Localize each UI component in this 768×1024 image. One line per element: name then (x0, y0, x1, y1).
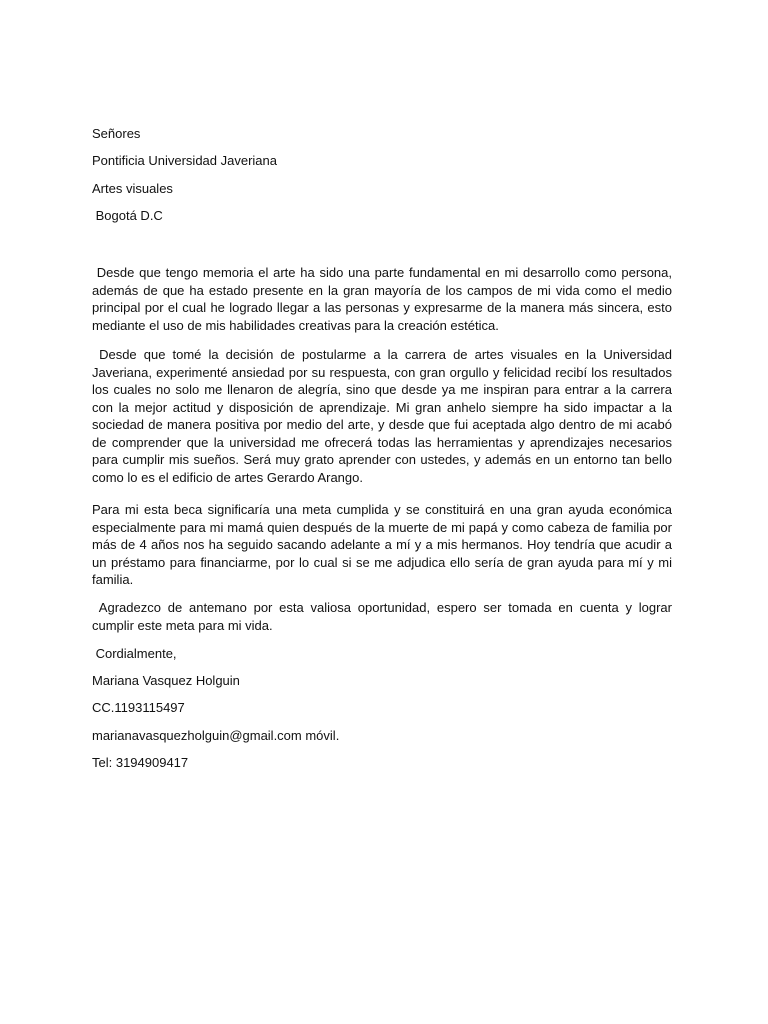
signer-name: Mariana Vasquez Holguin (92, 673, 240, 688)
phone: Tel: 3194909417 (92, 755, 189, 770)
paragraph-4: Agradezco de antemano por esta valiosa oportunidad, espero ser tomada en cuenta y lograr cumplir este meta para mi vida. (92, 600, 676, 633)
city: Bogotá D.C (92, 208, 163, 223)
paragraph-2: Desde que tomé la decisión de postularme a la carrera de artes visuales en la Universidad Javeriana, experimenté ansiedad por su respuesta, con gran orgullo y felicidad recibí los resultados los cuales no solo me llenaron de alegría, sino que desde ya me inspiran para entrar a la carrera con la mejor actitud y disposición de aprendizaje. Mi gran anhelo siempre ha sido impactar a la sociedad de manera positiva por medio del arte, y desde que fui aceptada algo dentro de mi acabó de comprender que la universidad me ofrecerá todas las herramientas y aprendizajes necesarios para cumplir mis sueños. Será muy grato aprender con ustedes, y además en un entorno tan bello como lo es el edificio de artes Gerardo Arango. (92, 347, 676, 485)
salutation: Señores (92, 126, 141, 141)
email: marianavasquezholguin@gmail.com móvil. (92, 728, 340, 743)
closing: Cordialmente, (92, 646, 177, 661)
paragraph-3: Para mi esta beca significaría una meta cumplida y se constituirá en una gran ayuda económica especialmente para mi mamá quien después de la muerte de mi papá y como cabeza de familia por más de 4 años nos ha seguido sacando adelante a mí y a mis hermanos. Hoy tendría que acudir a un préstamo para financiarme, por lo cual si se me adjudica ello sería de gran ayuda para mí y mi familia. (92, 502, 676, 587)
paragraph-1: Desde que tengo memoria el arte ha sido una parte fundamental en mi desarrollo como persona, además de que ha estado presente en la gran mayoría de los campos de mi vida como el medio principal por el cual he logrado llegar a las personas y expresarme de la manera más sincera, esto mediante el uso de mis habilidades creativas para la creación estética. (92, 265, 676, 333)
id-number: CC.1193115497 (92, 700, 185, 715)
institution-name: Pontificia Universidad Javeriana (92, 153, 277, 168)
program-name: Artes visuales (92, 181, 173, 196)
